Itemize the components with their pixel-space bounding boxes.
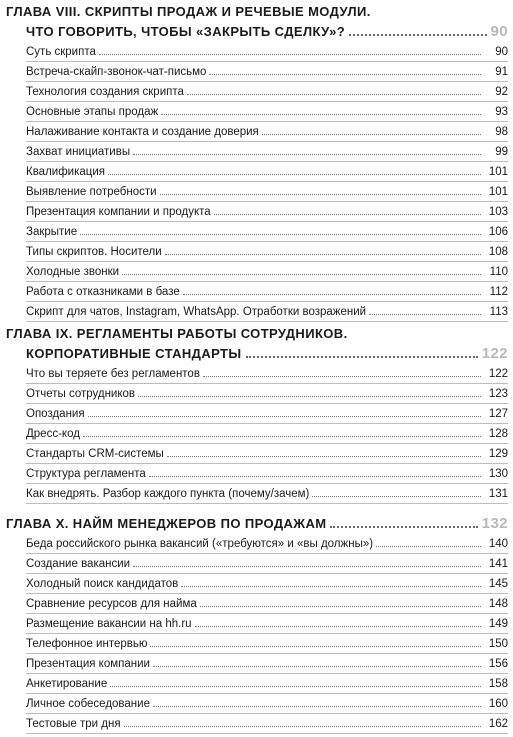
toc-entry [6, 302, 508, 322]
chapter-9 [6, 324, 508, 504]
entry-title: Скрипт для чатов, Instagram, WhatsApp. Отработки возражений [26, 306, 367, 318]
dot-leader [262, 133, 481, 135]
dot-leader [167, 455, 481, 457]
toc-entry [6, 674, 508, 694]
entry-page: 148 [488, 598, 508, 610]
dot-leader [80, 233, 481, 235]
chapter-title-line1: ГЛАВА IX. РЕГЛАМЕНТЫ РАБОТЫ СОТРУДНИКОВ. [6, 326, 348, 341]
entry-page: 128 [488, 428, 508, 440]
chapter-page-number: 122 [481, 345, 508, 362]
toc-entry [6, 634, 508, 654]
chapter-title-line2 [6, 22, 508, 42]
toc-entry [6, 464, 508, 484]
entry-page: 112 [489, 286, 508, 298]
entry-page: 150 [488, 638, 508, 650]
dot-leader [108, 173, 481, 175]
entry-page: 91 [495, 66, 508, 78]
dot-leader [195, 625, 481, 627]
entry-page: 130 [488, 468, 508, 480]
entry-page: 156 [488, 658, 508, 670]
dot-leader [161, 113, 481, 115]
chapter-page-number: 90 [490, 23, 508, 40]
entry-title: Дресс-код [26, 428, 80, 440]
toc-entry [6, 122, 508, 142]
entry-page: 123 [488, 388, 508, 400]
dot-leader [349, 33, 486, 36]
entry-page: 113 [489, 306, 508, 318]
dot-leader [369, 313, 481, 315]
toc-entry [6, 484, 508, 504]
dot-leader [376, 545, 481, 547]
entry-page: 160 [488, 698, 508, 710]
entry-title: Телефонное интервью [26, 638, 148, 650]
entry-title: Выявление потребности [26, 186, 157, 198]
entry-page: 92 [495, 86, 508, 98]
entry-title: Суть скрипта [26, 46, 96, 58]
entry-title: Работа с отказниками в базе [26, 286, 180, 298]
entry-title: Личное собеседование [26, 698, 150, 710]
entry-title: Тестовые три дня [26, 718, 121, 730]
entry-title: Технология создания скрипта [26, 86, 184, 98]
dot-leader [183, 293, 481, 295]
entry-title: Что вы теряете без регламентов [26, 368, 200, 380]
dot-leader [110, 685, 481, 687]
dot-leader [209, 73, 481, 75]
entry-page: 149 [488, 618, 508, 630]
toc-entry [6, 444, 508, 464]
dot-leader [330, 525, 477, 528]
toc-entry [6, 142, 508, 162]
dot-leader [138, 395, 481, 397]
entry-page: 101 [488, 166, 508, 178]
chapter-subtitle: КОРПОРАТИВНЫЕ СТАНДАРТЫ [26, 346, 242, 361]
entry-title: Холодные звонки [26, 266, 120, 278]
dot-leader [122, 273, 481, 275]
toc-entry [6, 182, 508, 202]
dot-leader [150, 645, 481, 647]
dot-leader [203, 375, 481, 377]
chapter-page-number: 132 [481, 515, 508, 532]
toc-entry [6, 42, 508, 62]
toc-entry [6, 654, 508, 674]
toc-entry [6, 534, 508, 554]
entry-page: 122 [488, 368, 508, 380]
entry-title: Холодный поиск кандидатов [26, 578, 179, 590]
chapter-subtitle: ЧТО ГОВОРИТЬ, ЧТОБЫ «ЗАКРЫТЬ СДЕЛКУ»? [26, 24, 346, 39]
dot-leader [246, 355, 478, 358]
entry-page: 101 [488, 186, 508, 198]
entry-title: Опоздания [26, 408, 85, 420]
toc-entry [6, 202, 508, 222]
dot-leader [160, 193, 481, 195]
entry-page: 98 [495, 126, 508, 138]
entry-page: 108 [488, 246, 508, 258]
entry-page: 93 [495, 106, 508, 118]
chapter-9-entries [6, 364, 508, 504]
entry-page: 162 [488, 718, 508, 730]
toc-entry [6, 714, 508, 734]
chapter-8 [6, 2, 508, 322]
entry-title: Встреча-скайп-звонок-чат-письмо [26, 66, 207, 78]
entry-page: 103 [488, 206, 508, 218]
entry-page: 131 [488, 488, 508, 500]
chapter-title-line [6, 514, 508, 534]
entry-title: Отчеты сотрудников [26, 388, 136, 400]
dot-leader [214, 213, 481, 215]
toc-entry [6, 242, 508, 262]
toc-entry [6, 82, 508, 102]
entry-title: Презентация компании [26, 658, 150, 670]
chapter-8-entries [6, 42, 508, 322]
toc-entry [6, 404, 508, 424]
dot-leader [200, 605, 481, 607]
toc-entry [6, 102, 508, 122]
toc-entry [6, 594, 508, 614]
entry-title: Размещение вакансии на hh.ru [26, 618, 192, 630]
dot-leader [149, 475, 481, 477]
chapter-10-entries [6, 534, 508, 734]
entry-page: 141 [488, 558, 508, 570]
entry-title: Стандарты CRM-системы [26, 448, 164, 460]
entry-title: Презентация компании и продукта [26, 206, 211, 218]
entry-title: Структура регламента [26, 468, 146, 480]
entry-title: Как внедрять. Разбор каждого пункта (почему/зачем) [26, 488, 310, 500]
entry-title: Сравнение ресурсов для найма [26, 598, 197, 610]
toc-entry [6, 424, 508, 444]
entry-title: Закрытие [26, 226, 78, 238]
toc-entry [6, 282, 508, 302]
entry-page: 90 [495, 46, 508, 58]
dot-leader [312, 495, 481, 497]
entry-page: 127 [488, 408, 508, 420]
toc-entry [6, 574, 508, 594]
entry-title: Типы скриптов. Носители [26, 246, 162, 258]
dot-leader [99, 53, 481, 55]
entry-title: Захват инициативы [26, 146, 131, 158]
entry-title: Создание вакансии [26, 558, 131, 570]
dot-leader [153, 665, 481, 667]
entry-page: 158 [488, 678, 508, 690]
entry-title: Налаживание контакта и создание доверия [26, 126, 259, 138]
toc-entry [6, 364, 508, 384]
toc-entry [6, 554, 508, 574]
dot-leader [187, 93, 481, 95]
toc-entry [6, 384, 508, 404]
dot-leader [133, 565, 481, 567]
entry-title: Основные этапы продаж [26, 106, 159, 118]
dot-leader [88, 415, 481, 417]
entry-page: 140 [488, 538, 508, 550]
dot-leader [153, 705, 481, 707]
toc-entry [6, 62, 508, 82]
dot-leader [165, 253, 481, 255]
dot-leader [181, 585, 481, 587]
entry-page: 129 [488, 448, 508, 460]
chapter-title-line2 [6, 344, 508, 364]
toc-entry [6, 262, 508, 282]
chapter-title-line1: ГЛАВА VIII. СКРИПТЫ ПРОДАЖ И РЕЧЕВЫЕ МОДУЛИ. [6, 4, 371, 19]
entry-title: Беда российского рынка вакансий («требуются» и «вы должны») [26, 538, 374, 550]
entry-title: Квалификация [26, 166, 106, 178]
entry-title: Анкетирование [26, 678, 108, 690]
toc-entry [6, 614, 508, 634]
chapter-10 [6, 514, 508, 734]
entry-page: 110 [489, 266, 508, 278]
entry-page: 145 [488, 578, 508, 590]
dot-leader [83, 435, 481, 437]
toc-entry [6, 222, 508, 242]
toc-entry [6, 694, 508, 714]
dot-leader [133, 153, 481, 155]
toc-entry [6, 162, 508, 182]
dot-leader [124, 725, 481, 727]
entry-page: 99 [495, 146, 508, 158]
chapter-title: ГЛАВА X. НАЙМ МЕНЕДЖЕРОВ ПО ПРОДАЖАМ [6, 516, 327, 531]
entry-page: 106 [488, 226, 508, 238]
